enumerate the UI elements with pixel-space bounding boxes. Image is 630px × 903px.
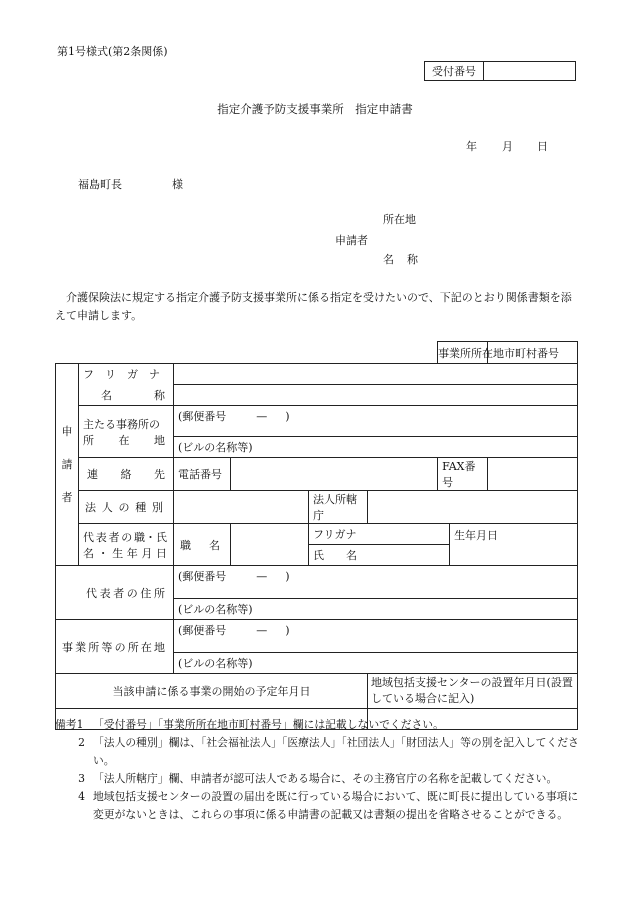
main-office-building-field[interactable]: (ビルの名称等) [174, 437, 578, 458]
receipt-number-field[interactable] [484, 62, 575, 80]
note-4: 4 地域包括支援センターの設置の届出を既に行っている場合において、既に町長に提出している事項に変更がないときは、これらの事項に係る申請書の記載又は書類の提出を省略させることができる。 [78, 790, 579, 821]
name-field[interactable] [174, 385, 578, 406]
applicant-label: 申請者 [335, 234, 368, 247]
corp-authority-label: 法人所轄庁 [309, 491, 368, 524]
main-office-postal-field[interactable]: (郵便番号 — ) [174, 406, 578, 437]
intro-paragraph: 介護保険法に規定する指定介護予防支援事業所に係る指定を受けたいので、下記のとおり関係書類を添えて申請します。 [55, 291, 572, 322]
contact-label: 連 絡 先 [79, 458, 174, 491]
office-location-building-field[interactable]: (ビルの名称等) [174, 653, 578, 674]
applicant-char-1: 申 [61, 425, 73, 438]
applicant-name-label-2: 称 [407, 253, 418, 266]
addressee: 福島町長 [78, 178, 122, 191]
rep-furigana-label: フリガナ [313, 528, 357, 541]
notes-section [55, 716, 585, 824]
document-title: 指定介護予防支援事業所 指定申請書 [217, 102, 413, 116]
office-location-postal-field[interactable]: (郵便番号 — ) [174, 620, 578, 653]
name-label-char-1: 名 [101, 388, 112, 402]
furigana-label: フ リ ガ ナ [79, 364, 174, 385]
date-year: 年 [466, 140, 477, 153]
corp-authority-field[interactable] [368, 491, 578, 524]
position-field[interactable] [231, 524, 309, 566]
receipt-number-box [424, 61, 576, 81]
form-number: 第1号様式(第2条関係) [57, 45, 168, 58]
applicant-name-label-1: 名 [383, 253, 394, 266]
rep-full-name-field[interactable]: 氏 名 [309, 545, 450, 566]
rep-address-building-field[interactable]: (ビルの名称等) [174, 599, 578, 620]
furigana-field[interactable] [174, 364, 578, 385]
note-1: 備考1 「受付番号」「事業所所在地市町村番号」欄には記載しないでください。 [55, 718, 444, 731]
application-table [55, 341, 578, 730]
fax-label: FAX番号 [438, 458, 488, 491]
note-2: 2 「法人の種別」欄は、「社会福祉法人」「医療法人」「社団法人」「財団法人」等の別を記入してください。 [78, 736, 579, 767]
birth-date-field[interactable] [450, 524, 578, 566]
receipt-number-label: 受付番号 [425, 62, 484, 80]
honorific: 様 [172, 178, 183, 191]
corp-type-field[interactable] [174, 491, 309, 524]
corp-type-label: 法 人 の 種 別 [79, 491, 174, 524]
phone-label: 電話番号 [174, 458, 231, 491]
rep-title-label: 代 表 者 の 職・氏 名 ・ 生 年 月 日 [79, 524, 174, 566]
date-day: 日 [537, 140, 548, 153]
main-office-label: 主たる事務所の 所 在 地 [79, 406, 174, 458]
birth-date-label: 生年月日 [454, 529, 499, 542]
fax-field[interactable] [488, 458, 578, 491]
name-label-char-2: 称 [154, 388, 165, 402]
applicant-vertical-label [56, 364, 79, 566]
applicant-location-label: 所在地 [383, 213, 416, 226]
note-3: 3 「法人所轄庁」欄、申請者が認可法人である場合に、その主務官庁の名称を記載してください。 [78, 772, 558, 785]
name-label-cell [79, 385, 174, 406]
office-location-label: 事 業 所 等 の 所 在 地 [56, 620, 174, 674]
position-label: 職 名 [174, 524, 231, 566]
rep-address-label: 代 表 者 の 住 所 [56, 566, 174, 620]
rep-address-postal-field[interactable]: (郵便番号 — ) [174, 566, 578, 599]
center-date-label: 地域包括支援センターの設置年月日(設置している場合に記入) [368, 674, 578, 709]
date-month: 月 [502, 140, 513, 153]
applicant-char-3: 者 [61, 491, 73, 504]
rep-furigana-field[interactable] [309, 524, 450, 545]
phone-field[interactable] [231, 458, 438, 491]
applicant-char-2: 請 [61, 458, 73, 471]
start-date-label: 当該申請に係る事業の開始の予定年月日 [56, 674, 368, 709]
municipality-code-label: 事業所所在地市町村番号 [438, 342, 488, 364]
